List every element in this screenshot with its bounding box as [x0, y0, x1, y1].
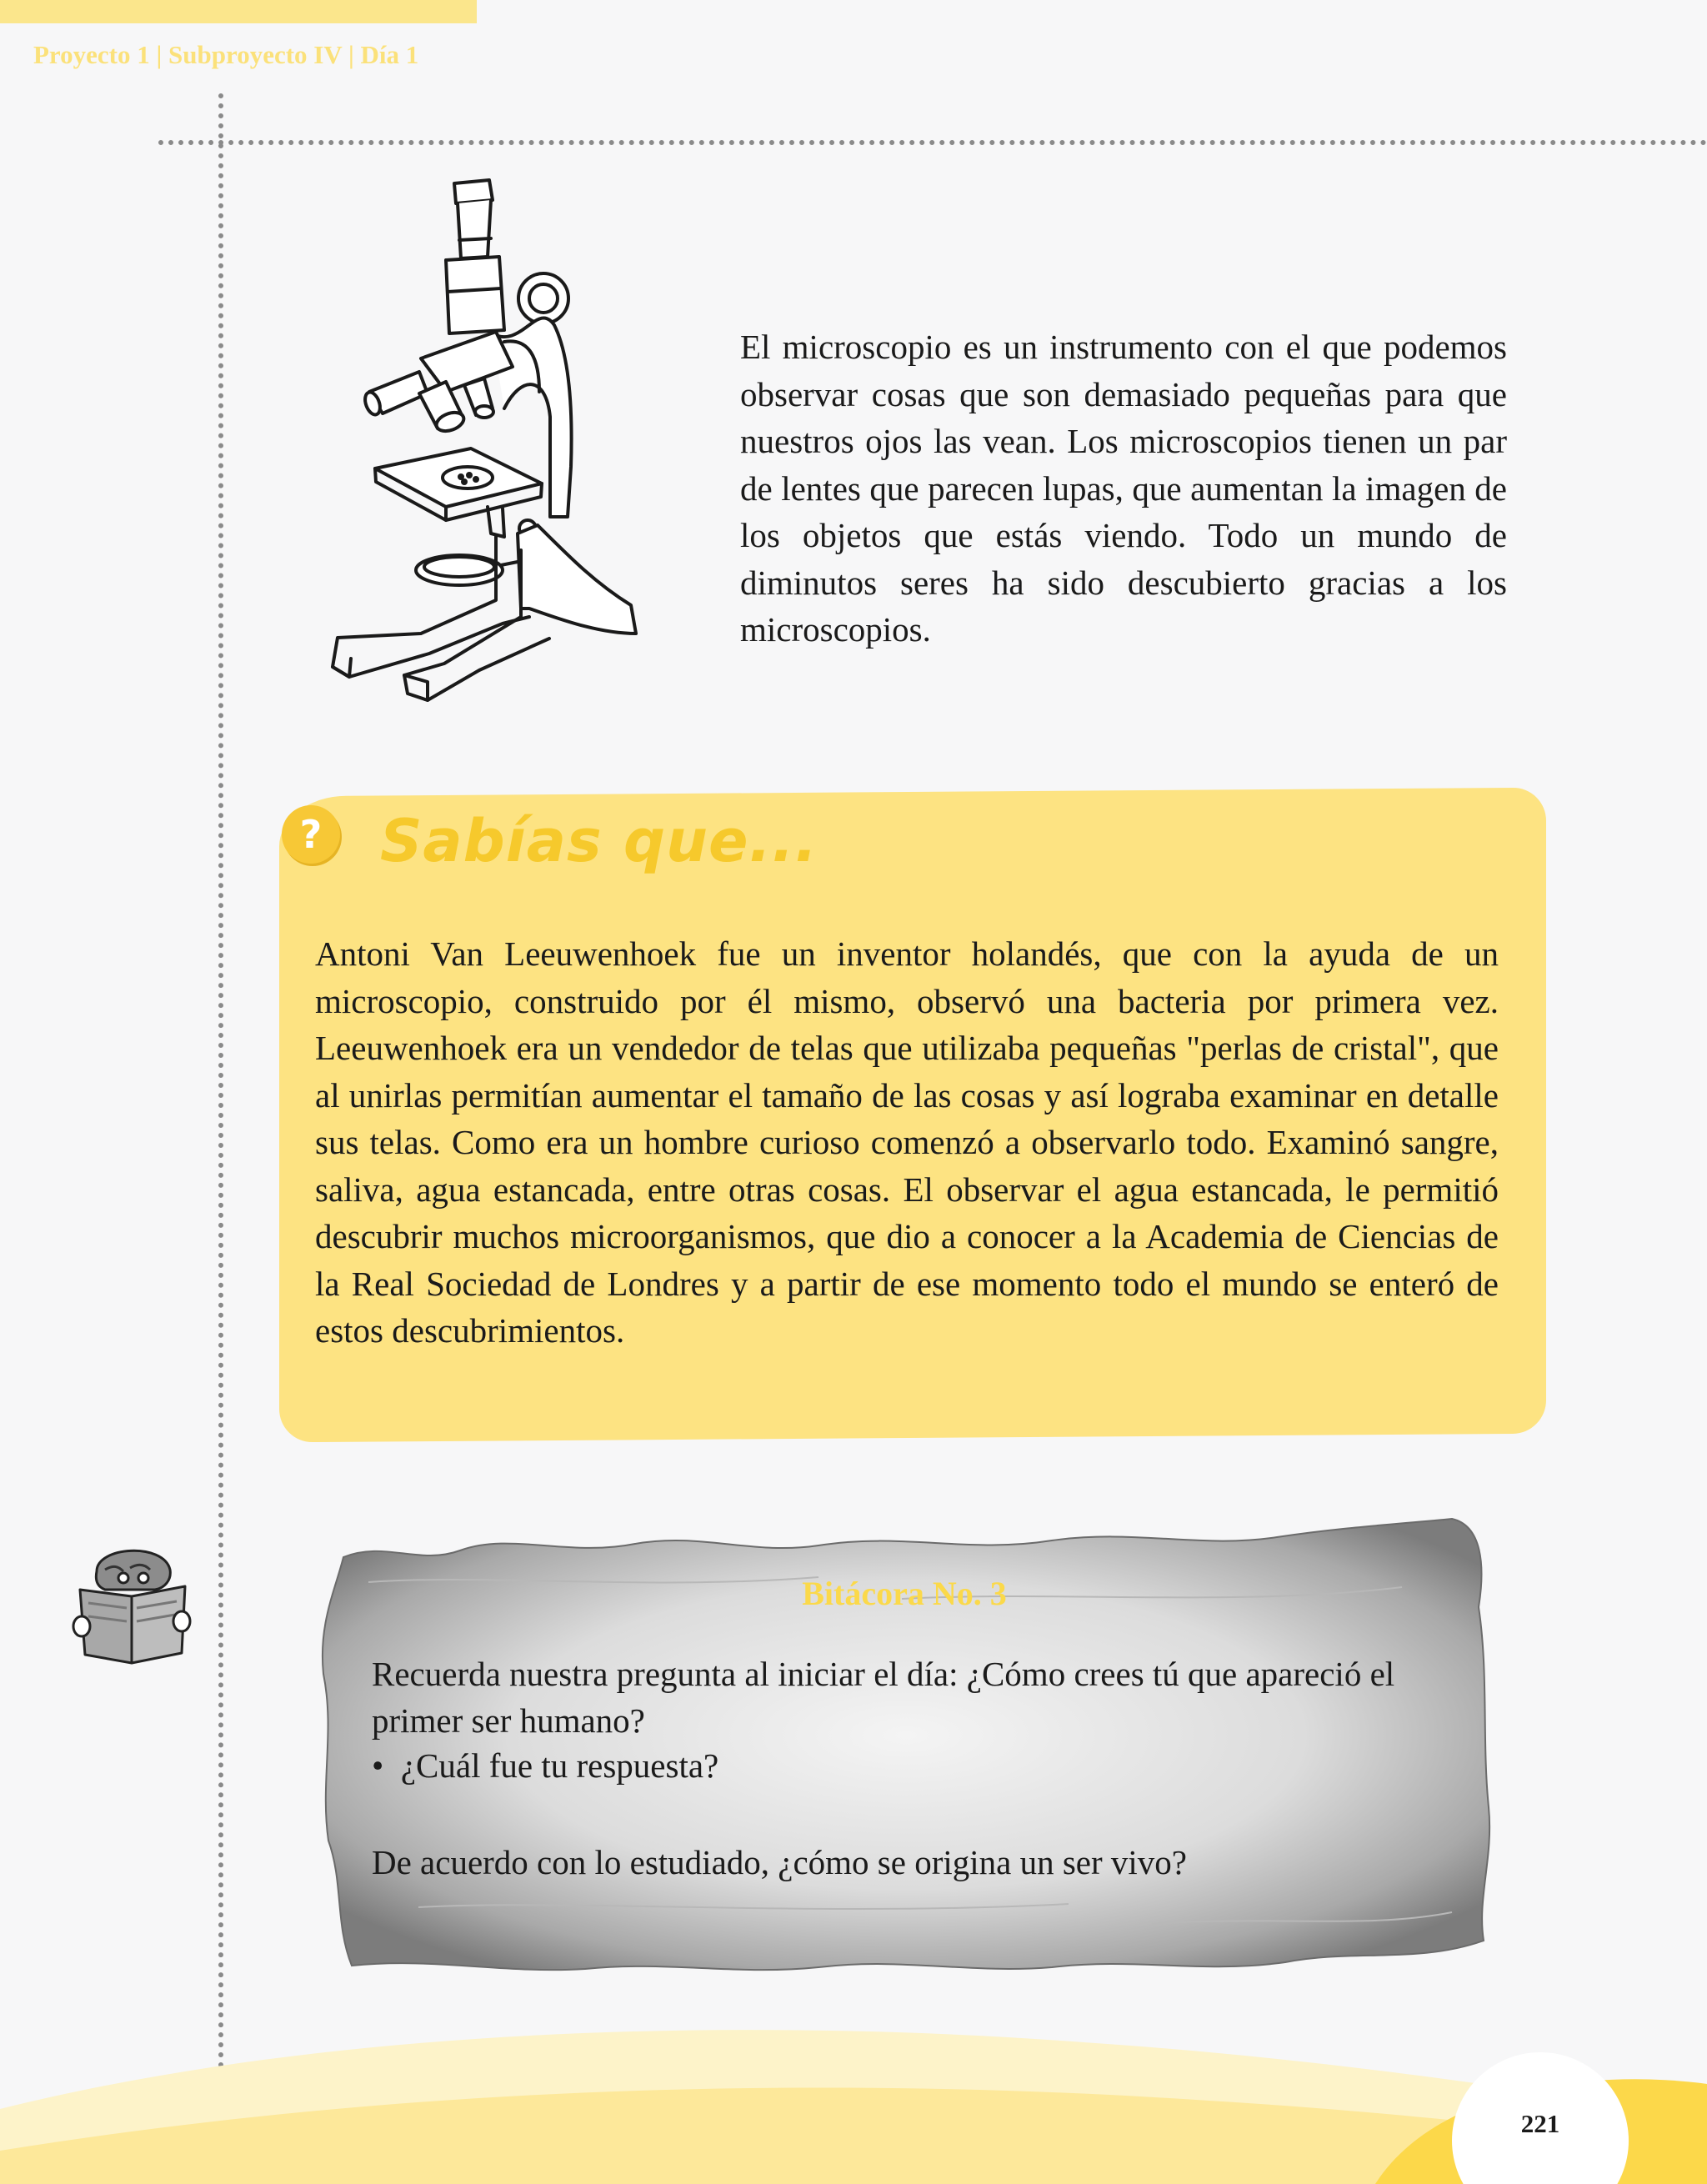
horizontal-dotted-divider	[158, 140, 1707, 145]
bottom-wave-decoration	[0, 1992, 1707, 2184]
question-mark-icon: ?	[282, 805, 340, 864]
sabias-que-paragraph: Antoni Van Leeuwenhoek fue un inventor holandés, que con la ayuda de un microscopio, construido por él mismo, observó una bacteria por primera vez. Leeuwenhoek era un vendedor de telas que utilizaba pequeñas "perlas de cristal", que al unirlas permitían aumentar el tamaño de las cosas y así lograba examinar en detalle sus telas. Como era un hombre curioso comenzó a observarlo todo. Examinó sangre, saliva, agua estancada, entre otras cosas. El observar el agua estancada, le permitió descubrir muchos microorganismos, que dio a conocer a la Academia de Ciencias de la Real Sociedad de Londres y a partir de ese momento todo el mundo se enteró de estos descubrimientos.	[315, 934, 1499, 1350]
intro-paragraph: El microscopio es un instrumento con el que podemos observar cosas que son demasiado pequeñas para que nuestros ojos las vean. Los microscopios tienen un par de lentes que parecen lupas, que aumentan la imagen de los objetos que estás viendo. Todo un mundo de diminutos seres ha sido descubierto gracias a los microscopios.	[740, 328, 1507, 649]
bitacora-title: Bitácora No. 3	[802, 1575, 1007, 1612]
bitacora-question-1: Recuerda nuestra pregunta al iniciar el día: ¿Cómo crees tú que apareció el primer ser humano?	[372, 1655, 1395, 1740]
breadcrumb: Proyecto 1 | Subproyecto IV | Día 1	[33, 40, 419, 69]
top-accent-bar	[0, 0, 477, 23]
bitacora-question-2: De acuerdo con lo estudiado, ¿cómo se origina un ser vivo?	[372, 1843, 1187, 1881]
microscope-illustration	[321, 167, 646, 704]
bullet-marker: •	[372, 1746, 384, 1785]
bitacora-bullet-item	[372, 1746, 718, 1786]
reading-child-icon	[72, 1538, 193, 1671]
page-number: 221	[1520, 2109, 1560, 2138]
sabias-que-title: Sabías que...	[380, 807, 818, 875]
bullet-text: ¿Cuál fue tu respuesta?	[400, 1746, 719, 1785]
vertical-dotted-divider	[218, 93, 223, 2169]
